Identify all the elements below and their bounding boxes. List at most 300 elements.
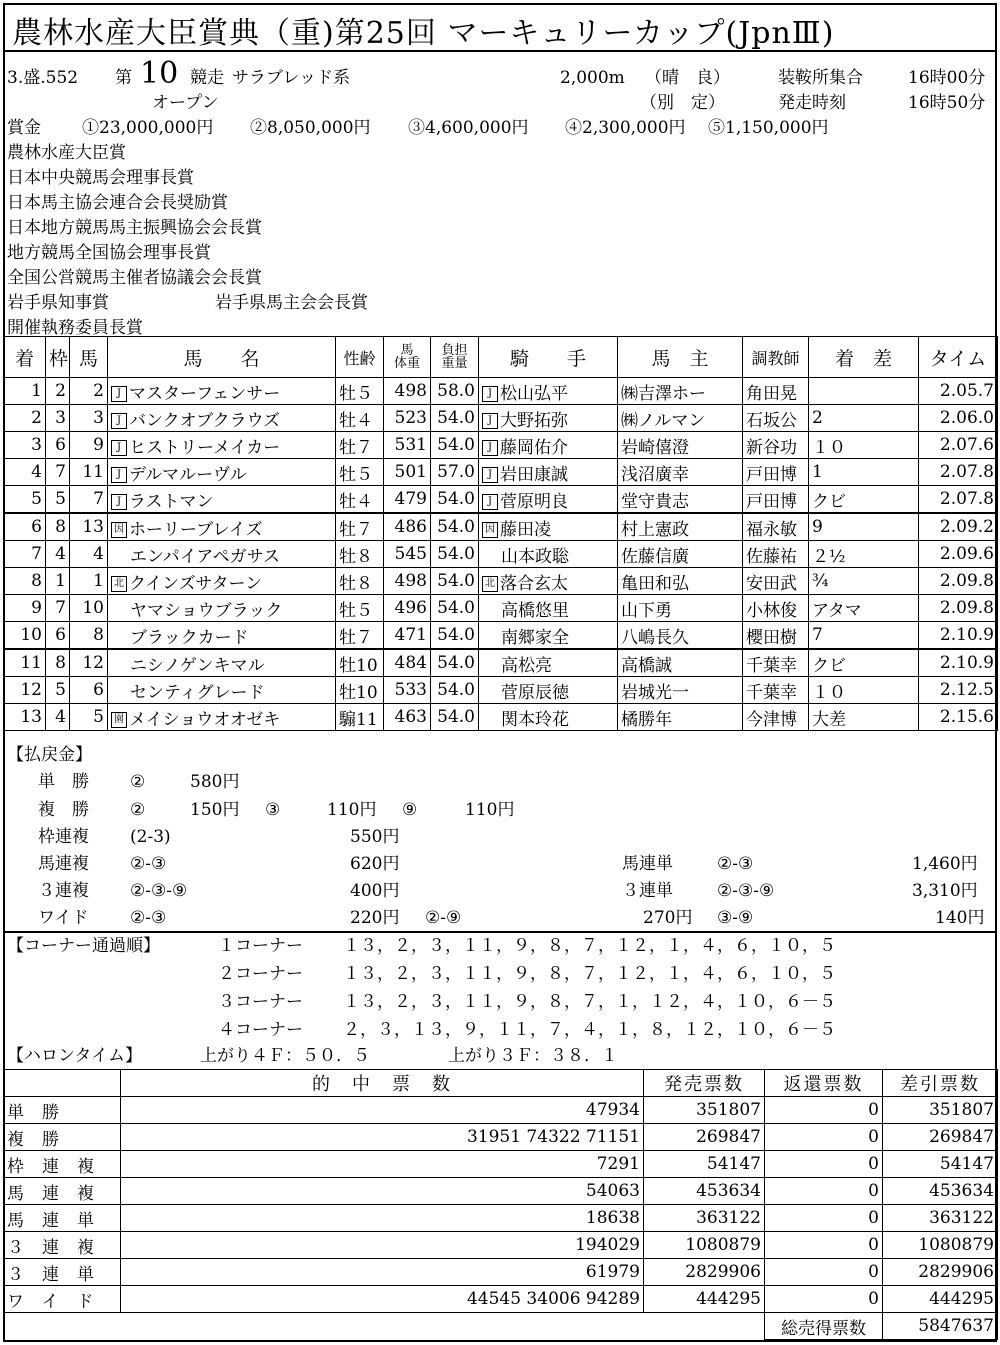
award-1: 農林水産大臣賞: [7, 143, 126, 163]
time-cell: 2.05.7: [919, 378, 998, 405]
time-cell: 2.12.5: [919, 677, 998, 704]
race-suffix: 競走: [190, 68, 224, 88]
horse-name: クインズサターン: [129, 573, 263, 594]
burden-cell: 54.0: [431, 405, 479, 432]
time-cell: 2.09.2: [919, 513, 998, 541]
net-cell: 453634: [883, 1178, 998, 1205]
table-row: [4, 432, 998, 459]
body-weight-cell: 479: [384, 486, 431, 514]
award-8: 開催執務委員長賞: [7, 318, 143, 338]
time-cell: 2.07.6: [919, 432, 998, 459]
jockey-name: 菅原辰徳: [501, 682, 569, 703]
burden-cell: 54.0: [431, 432, 479, 459]
bet-type-cell: 複勝: [4, 1124, 121, 1151]
body-weight-cell: 471: [384, 622, 431, 650]
table-row: [4, 568, 998, 595]
burden-cell: 54.0: [431, 513, 479, 541]
hit-count-cell: 194029: [121, 1232, 644, 1259]
prize-3: ③4,600,000円: [408, 118, 529, 138]
fukusho-amount-2: 110円: [327, 800, 377, 820]
horse-no-cell: 9: [70, 432, 108, 459]
trainer-cell: 戸田博: [743, 459, 809, 486]
jockey-cell: [479, 541, 618, 568]
votes-header-hit: 的 中 票 数: [121, 1070, 644, 1097]
corner-1-order: １３，２，３，１１，９，８，７，１２，１，４，６，１０，５: [343, 936, 836, 956]
margin-cell: クビ: [809, 649, 919, 677]
rank-cell: 6: [4, 513, 46, 541]
sex-age-cell: 牡４: [336, 486, 384, 514]
furlong-last4f: 上がり４Ｆ：５０．５: [200, 1046, 370, 1066]
trainer-cell: 櫻田樹: [743, 622, 809, 650]
corner-3-order: １３，２，３，１１，９，８，７，１，１２，４，１０，６－５: [343, 992, 836, 1012]
jockey-cell: [479, 649, 618, 677]
owner-cell: 佐藤信廣: [618, 541, 743, 568]
sex-age-cell: 騸11: [336, 704, 384, 731]
jockey-mark-badge: J: [482, 467, 498, 483]
horse-mark-badge: J: [111, 494, 127, 510]
race-prefix: 第: [115, 68, 132, 88]
award-extra: 岩手県馬主会会長賞: [215, 293, 368, 313]
horse-name: バンクオブクラウズ: [129, 410, 281, 431]
jockey-name: 高橋悠里: [501, 600, 569, 621]
trainer-cell: 小林俊: [743, 595, 809, 622]
refund-cell: 0: [765, 1232, 883, 1259]
trainer-cell: 佐藤祐: [743, 541, 809, 568]
jockey-cell: [479, 513, 618, 541]
jockey-cell: [479, 704, 618, 731]
jockey-name: 高松亮: [501, 655, 552, 676]
table-row: [4, 541, 998, 568]
trainer-cell: 戸田博: [743, 486, 809, 514]
time-cell: 2.07.8: [919, 459, 998, 486]
owner-cell: 岩崎僖澄: [618, 432, 743, 459]
hit-count-cell: 47934: [121, 1097, 644, 1124]
table-row: [4, 649, 998, 677]
horse-no-cell: 11: [70, 459, 108, 486]
votes-header-sales: 発売票数: [644, 1070, 765, 1097]
corner-1-label: １コーナー: [218, 936, 303, 956]
body-weight-cell: 533: [384, 677, 431, 704]
horse-name: マスターフェンサー: [129, 383, 281, 404]
header-frame: 枠: [46, 337, 70, 378]
frame-cell: 5: [46, 677, 70, 704]
prize-4: ④2,300,000円: [565, 118, 686, 138]
bet-type-cell: ３連単: [4, 1259, 121, 1286]
table-row: [4, 1232, 998, 1259]
margin-cell: アタマ: [809, 595, 919, 622]
owner-cell: ㈱ノルマン: [618, 405, 743, 432]
frame-cell: 7: [46, 595, 70, 622]
horse-no-cell: 4: [70, 541, 108, 568]
frame-cell: 4: [46, 704, 70, 731]
rank-cell: 9: [4, 595, 46, 622]
distance: 2,000m: [560, 68, 625, 88]
results-header-row: [4, 337, 998, 378]
wide-combo-3: ③-⑨: [717, 908, 754, 928]
table-row: [4, 704, 998, 731]
rank-cell: 3: [4, 432, 46, 459]
header-name: 馬 名: [108, 337, 336, 378]
horse-name-cell: [108, 677, 336, 704]
jockey-mark-badge: J: [482, 413, 498, 429]
header-burden-a: 負担: [441, 343, 468, 358]
sales-cell: 1080879: [644, 1232, 765, 1259]
table-row: [4, 486, 998, 514]
jockey-cell: [479, 486, 618, 514]
margin-cell: クビ: [809, 486, 919, 514]
trainer-cell: 今津博: [743, 704, 809, 731]
rank-cell: 10: [4, 622, 46, 650]
header-weight-a: 馬: [400, 343, 414, 358]
jockey-name: 山本政聡: [501, 546, 569, 567]
owner-cell: 山下勇: [618, 595, 743, 622]
owner-cell: 村上憲政: [618, 513, 743, 541]
refund-cell: 0: [765, 1259, 883, 1286]
jockey-name: 松山弘平: [500, 383, 568, 404]
horse-no-cell: 6: [70, 677, 108, 704]
wakuren-amount: 550円: [350, 827, 400, 847]
hit-count-cell: 54063: [121, 1178, 644, 1205]
table-row: [4, 677, 998, 704]
jockey-name: 落合玄太: [500, 573, 568, 594]
owner-cell: 高橋誠: [618, 649, 743, 677]
table-row: [4, 1097, 998, 1124]
burden-cell: 57.0: [431, 459, 479, 486]
award-5: 地方競馬全国協会理事長賞: [7, 243, 211, 263]
margin-cell: 大差: [809, 704, 919, 731]
horse-name-cell: [108, 486, 336, 514]
horse-no-cell: 3: [70, 405, 108, 432]
award-7: 岩手県知事賞: [7, 293, 109, 313]
body-weight-cell: 531: [384, 432, 431, 459]
wide-combo-1: ②-③: [130, 908, 167, 928]
horse-mark-badge: J: [111, 386, 127, 402]
frame-cell: 6: [46, 622, 70, 650]
refund-cell: 0: [765, 1286, 883, 1313]
votes-total-row: [4, 1313, 998, 1340]
jockey-name: 大野拓弥: [500, 410, 568, 431]
table-row: [4, 1124, 998, 1151]
body-weight-cell: 523: [384, 405, 431, 432]
jockey-name: 藤岡佑介: [500, 437, 568, 458]
sex-age-cell: 牡４: [336, 405, 384, 432]
sex-age-cell: 牡８: [336, 568, 384, 595]
assembly-time: 16時00分: [908, 68, 986, 88]
horse-mark-badge: 因: [111, 522, 127, 538]
horse-name: ブラックカード: [130, 627, 249, 648]
frame-cell: 8: [46, 513, 70, 541]
hit-count-cell: 7291: [121, 1151, 644, 1178]
horse-mark-badge: J: [111, 413, 127, 429]
burden-cell: 54.0: [431, 595, 479, 622]
trainer-cell: 新谷功: [743, 432, 809, 459]
burden-cell: 54.0: [431, 704, 479, 731]
wide-amount-2: 270円: [643, 908, 693, 928]
margin-cell: 7: [809, 622, 919, 650]
sex-age-cell: 牡５: [336, 595, 384, 622]
horse-name: ラストマン: [129, 491, 214, 512]
net-cell: 54147: [883, 1151, 998, 1178]
time-cell: 2.06.0: [919, 405, 998, 432]
weight-condition: （別 定）: [640, 93, 725, 113]
header-rank: 着: [4, 337, 46, 378]
horse-no-cell: 2: [70, 378, 108, 405]
burden-cell: 54.0: [431, 677, 479, 704]
umatan-label: 馬連単: [622, 854, 673, 874]
rank-cell: 7: [4, 541, 46, 568]
table-row: [4, 513, 998, 541]
hit-count-cell: 44545 34006 94289: [121, 1286, 644, 1313]
trio-label: ３連複: [38, 881, 89, 901]
burden-cell: 54.0: [431, 541, 479, 568]
frame-cell: 2: [46, 378, 70, 405]
assembly-label: 装鞍所集合: [778, 68, 863, 88]
horse-name-cell: [108, 649, 336, 677]
margin-cell: ¾: [809, 568, 919, 595]
header-burden-b: 重量: [441, 356, 468, 371]
furlong-last3f: 上がり３Ｆ：３８．１: [448, 1046, 618, 1066]
body-weight-cell: 501: [384, 459, 431, 486]
header-burden: [431, 337, 479, 378]
owner-cell: 八嶋長久: [618, 622, 743, 650]
tansho-combo: ②: [130, 772, 146, 792]
sex-age-cell: 牡５: [336, 378, 384, 405]
body-weight-cell: 498: [384, 378, 431, 405]
sales-cell: 269847: [644, 1124, 765, 1151]
jockey-name: 南郷家全: [501, 627, 569, 648]
header-jockey: 騎 手: [479, 337, 618, 378]
net-cell: 351807: [883, 1097, 998, 1124]
votes-total-spacer: [4, 1313, 765, 1340]
start-label: 発走時刻: [778, 93, 846, 113]
owner-cell: 浅沼廣幸: [618, 459, 743, 486]
wide-amount-3: 140円: [935, 908, 985, 928]
tansho-amount: 580円: [190, 772, 240, 792]
horse-name: ホーリーブレイズ: [129, 519, 263, 540]
corner-3-label: ３コーナー: [218, 992, 303, 1012]
horse-name: ニシノゲンキマル: [130, 655, 265, 676]
horse-name-cell: [108, 595, 336, 622]
table-row: [4, 1151, 998, 1178]
prize-2: ②8,050,000円: [250, 118, 371, 138]
trainer-cell: 福永敏: [743, 513, 809, 541]
table-row: [4, 405, 998, 432]
body-weight-cell: 484: [384, 649, 431, 677]
horse-name-cell: [108, 568, 336, 595]
frame-cell: 6: [46, 432, 70, 459]
jockey-mark-badge: J: [482, 494, 498, 510]
corner-2-label: ２コーナー: [218, 964, 303, 984]
horse-name-cell: [108, 432, 336, 459]
horse-no-cell: 13: [70, 513, 108, 541]
jockey-name: 藤田凌: [500, 519, 551, 540]
bet-type-cell: ワイド: [4, 1286, 121, 1313]
jockey-cell: [479, 405, 618, 432]
trio-combo: ②-③-⑨: [130, 881, 188, 901]
corner-2-order: １３，２，３，１１，９，８，７，１２，１，４，６，１０，５: [343, 964, 836, 984]
jockey-cell: [479, 595, 618, 622]
table-row: [4, 595, 998, 622]
payout-divider: [3, 931, 997, 933]
table-row: [4, 1286, 998, 1313]
rank-cell: 4: [4, 459, 46, 486]
time-cell: 2.09.8: [919, 568, 998, 595]
race-class: オープン: [152, 93, 219, 113]
horse-mark-badge: J: [111, 467, 127, 483]
fukusho-combo-1: ②: [130, 800, 146, 820]
table-row: [4, 1178, 998, 1205]
horse-no-cell: 5: [70, 704, 108, 731]
frame-cell: 8: [46, 649, 70, 677]
refund-cell: 0: [765, 1097, 883, 1124]
jockey-cell: [479, 677, 618, 704]
header-time: タイム: [919, 337, 998, 378]
time-cell: 2.10.9: [919, 622, 998, 650]
table-row: [4, 1259, 998, 1286]
jockey-cell: [479, 459, 618, 486]
rank-cell: 1: [4, 378, 46, 405]
horse-name-cell: [108, 378, 336, 405]
frame-cell: 4: [46, 541, 70, 568]
trifecta-amount: 3,310円: [912, 881, 978, 901]
header-trainer: 調教師: [743, 337, 809, 378]
umaren-amount: 620円: [350, 854, 400, 874]
body-weight-cell: 545: [384, 541, 431, 568]
margin-cell: 1: [809, 459, 919, 486]
rank-cell: 5: [4, 486, 46, 514]
jockey-cell: [479, 622, 618, 650]
votes-table: [3, 1069, 998, 1340]
horse-name-cell: [108, 704, 336, 731]
tansho-label: 単 勝: [38, 772, 89, 792]
sales-cell: 453634: [644, 1178, 765, 1205]
horse-no-cell: 12: [70, 649, 108, 677]
corner-header: 【コーナー通過順】: [7, 936, 160, 956]
umatan-amount: 1,460円: [912, 854, 978, 874]
corner-4-order: ２，３，１３，９，１１，７，４，１，８，１２，１０，６－５: [343, 1020, 836, 1040]
horse-no-cell: 1: [70, 568, 108, 595]
jockey-mark-badge: J: [482, 386, 498, 402]
header-weight-b: 体重: [393, 356, 420, 371]
burden-cell: 58.0: [431, 378, 479, 405]
jockey-cell: [479, 432, 618, 459]
votes-header-row: [4, 1070, 998, 1097]
prize-5: ⑤1,150,000円: [708, 118, 829, 138]
meeting-code: 3.盛.552: [7, 68, 79, 88]
trainer-cell: 千葉幸: [743, 677, 809, 704]
jockey-mark-badge: J: [482, 440, 498, 456]
refund-cell: 0: [765, 1178, 883, 1205]
net-cell: 1080879: [883, 1232, 998, 1259]
trainer-cell: 千葉幸: [743, 649, 809, 677]
sex-age-cell: 牡７: [336, 432, 384, 459]
sales-cell: 54147: [644, 1151, 765, 1178]
rank-cell: 11: [4, 649, 46, 677]
trio-amount: 400円: [350, 881, 400, 901]
title-divider: [3, 50, 997, 52]
results-body: [4, 378, 998, 731]
hit-count-cell: 61979: [121, 1259, 644, 1286]
trifecta-combo: ②-③-⑨: [717, 881, 775, 901]
jockey-name: 岩田康誠: [500, 464, 568, 485]
sex-age-cell: 牡８: [336, 541, 384, 568]
rank-cell: 12: [4, 677, 46, 704]
margin-cell: １０: [809, 677, 919, 704]
net-cell: 444295: [883, 1286, 998, 1313]
rank-cell: 8: [4, 568, 46, 595]
award-3: 日本馬主協会連合会長奨励賞: [7, 193, 228, 213]
fukusho-combo-3: ⑨: [402, 800, 418, 820]
header-margin: 着 差: [809, 337, 919, 378]
horse-mark-badge: 北: [111, 576, 127, 592]
horse-name: センティグレード: [130, 682, 265, 703]
sales-cell: 2829906: [644, 1259, 765, 1286]
header-weight: [384, 337, 431, 378]
time-cell: 2.07.8: [919, 486, 998, 514]
time-cell: 2.10.9: [919, 649, 998, 677]
votes-header-net: 差引票数: [883, 1070, 998, 1097]
trainer-cell: 角田晃: [743, 378, 809, 405]
burden-cell: 54.0: [431, 622, 479, 650]
horse-name: エンパイアペガサス: [130, 546, 280, 567]
body-weight-cell: 486: [384, 513, 431, 541]
horse-no-cell: 7: [70, 486, 108, 514]
payout-header: 【払戻金】: [7, 745, 92, 765]
rank-cell: 13: [4, 704, 46, 731]
sales-cell: 351807: [644, 1097, 765, 1124]
body-weight-cell: 463: [384, 704, 431, 731]
fukusho-combo-2: ③: [265, 800, 281, 820]
burden-cell: 54.0: [431, 486, 479, 514]
horse-name: ヒストリーメイカー: [129, 437, 281, 458]
horse-name-cell: [108, 459, 336, 486]
sex-age-cell: 牡10: [336, 677, 384, 704]
horse-mark-badge: 園: [111, 712, 127, 728]
umaren-label: 馬連複: [38, 854, 89, 874]
votes-body: [4, 1097, 998, 1313]
net-cell: 269847: [883, 1124, 998, 1151]
jockey-cell: [479, 378, 618, 405]
bet-type-cell: 馬連複: [4, 1178, 121, 1205]
votes-header-refund: 返還票数: [765, 1070, 883, 1097]
jockey-name: 菅原明良: [500, 491, 568, 512]
jockey-name: 関本玲花: [501, 709, 569, 730]
margin-cell: １０: [809, 432, 919, 459]
horse-name-cell: [108, 405, 336, 432]
trainer-cell: 石坂公: [743, 405, 809, 432]
refund-cell: 0: [765, 1151, 883, 1178]
body-weight-cell: 496: [384, 595, 431, 622]
bet-type-cell: 枠連複: [4, 1151, 121, 1178]
refund-cell: 0: [765, 1124, 883, 1151]
corner-4-label: ４コーナー: [218, 1020, 303, 1040]
prize-label: 賞金: [7, 118, 41, 138]
horse-no-cell: 8: [70, 622, 108, 650]
race-number: 10: [140, 56, 179, 91]
table-row: [4, 378, 998, 405]
jockey-cell: [479, 568, 618, 595]
frame-cell: 1: [46, 568, 70, 595]
votes-header-blank: [4, 1070, 121, 1097]
wakuren-combo: (2-3): [130, 827, 171, 847]
horse-no-cell: 10: [70, 595, 108, 622]
margin-cell: 9: [809, 513, 919, 541]
sex-age-cell: 牡10: [336, 649, 384, 677]
header-horse-no: 馬: [70, 337, 108, 378]
votes-total-label: 総売得票数: [765, 1313, 883, 1340]
horse-mark-badge: J: [111, 440, 127, 456]
hit-count-cell: 31951 74322 71151: [121, 1124, 644, 1151]
